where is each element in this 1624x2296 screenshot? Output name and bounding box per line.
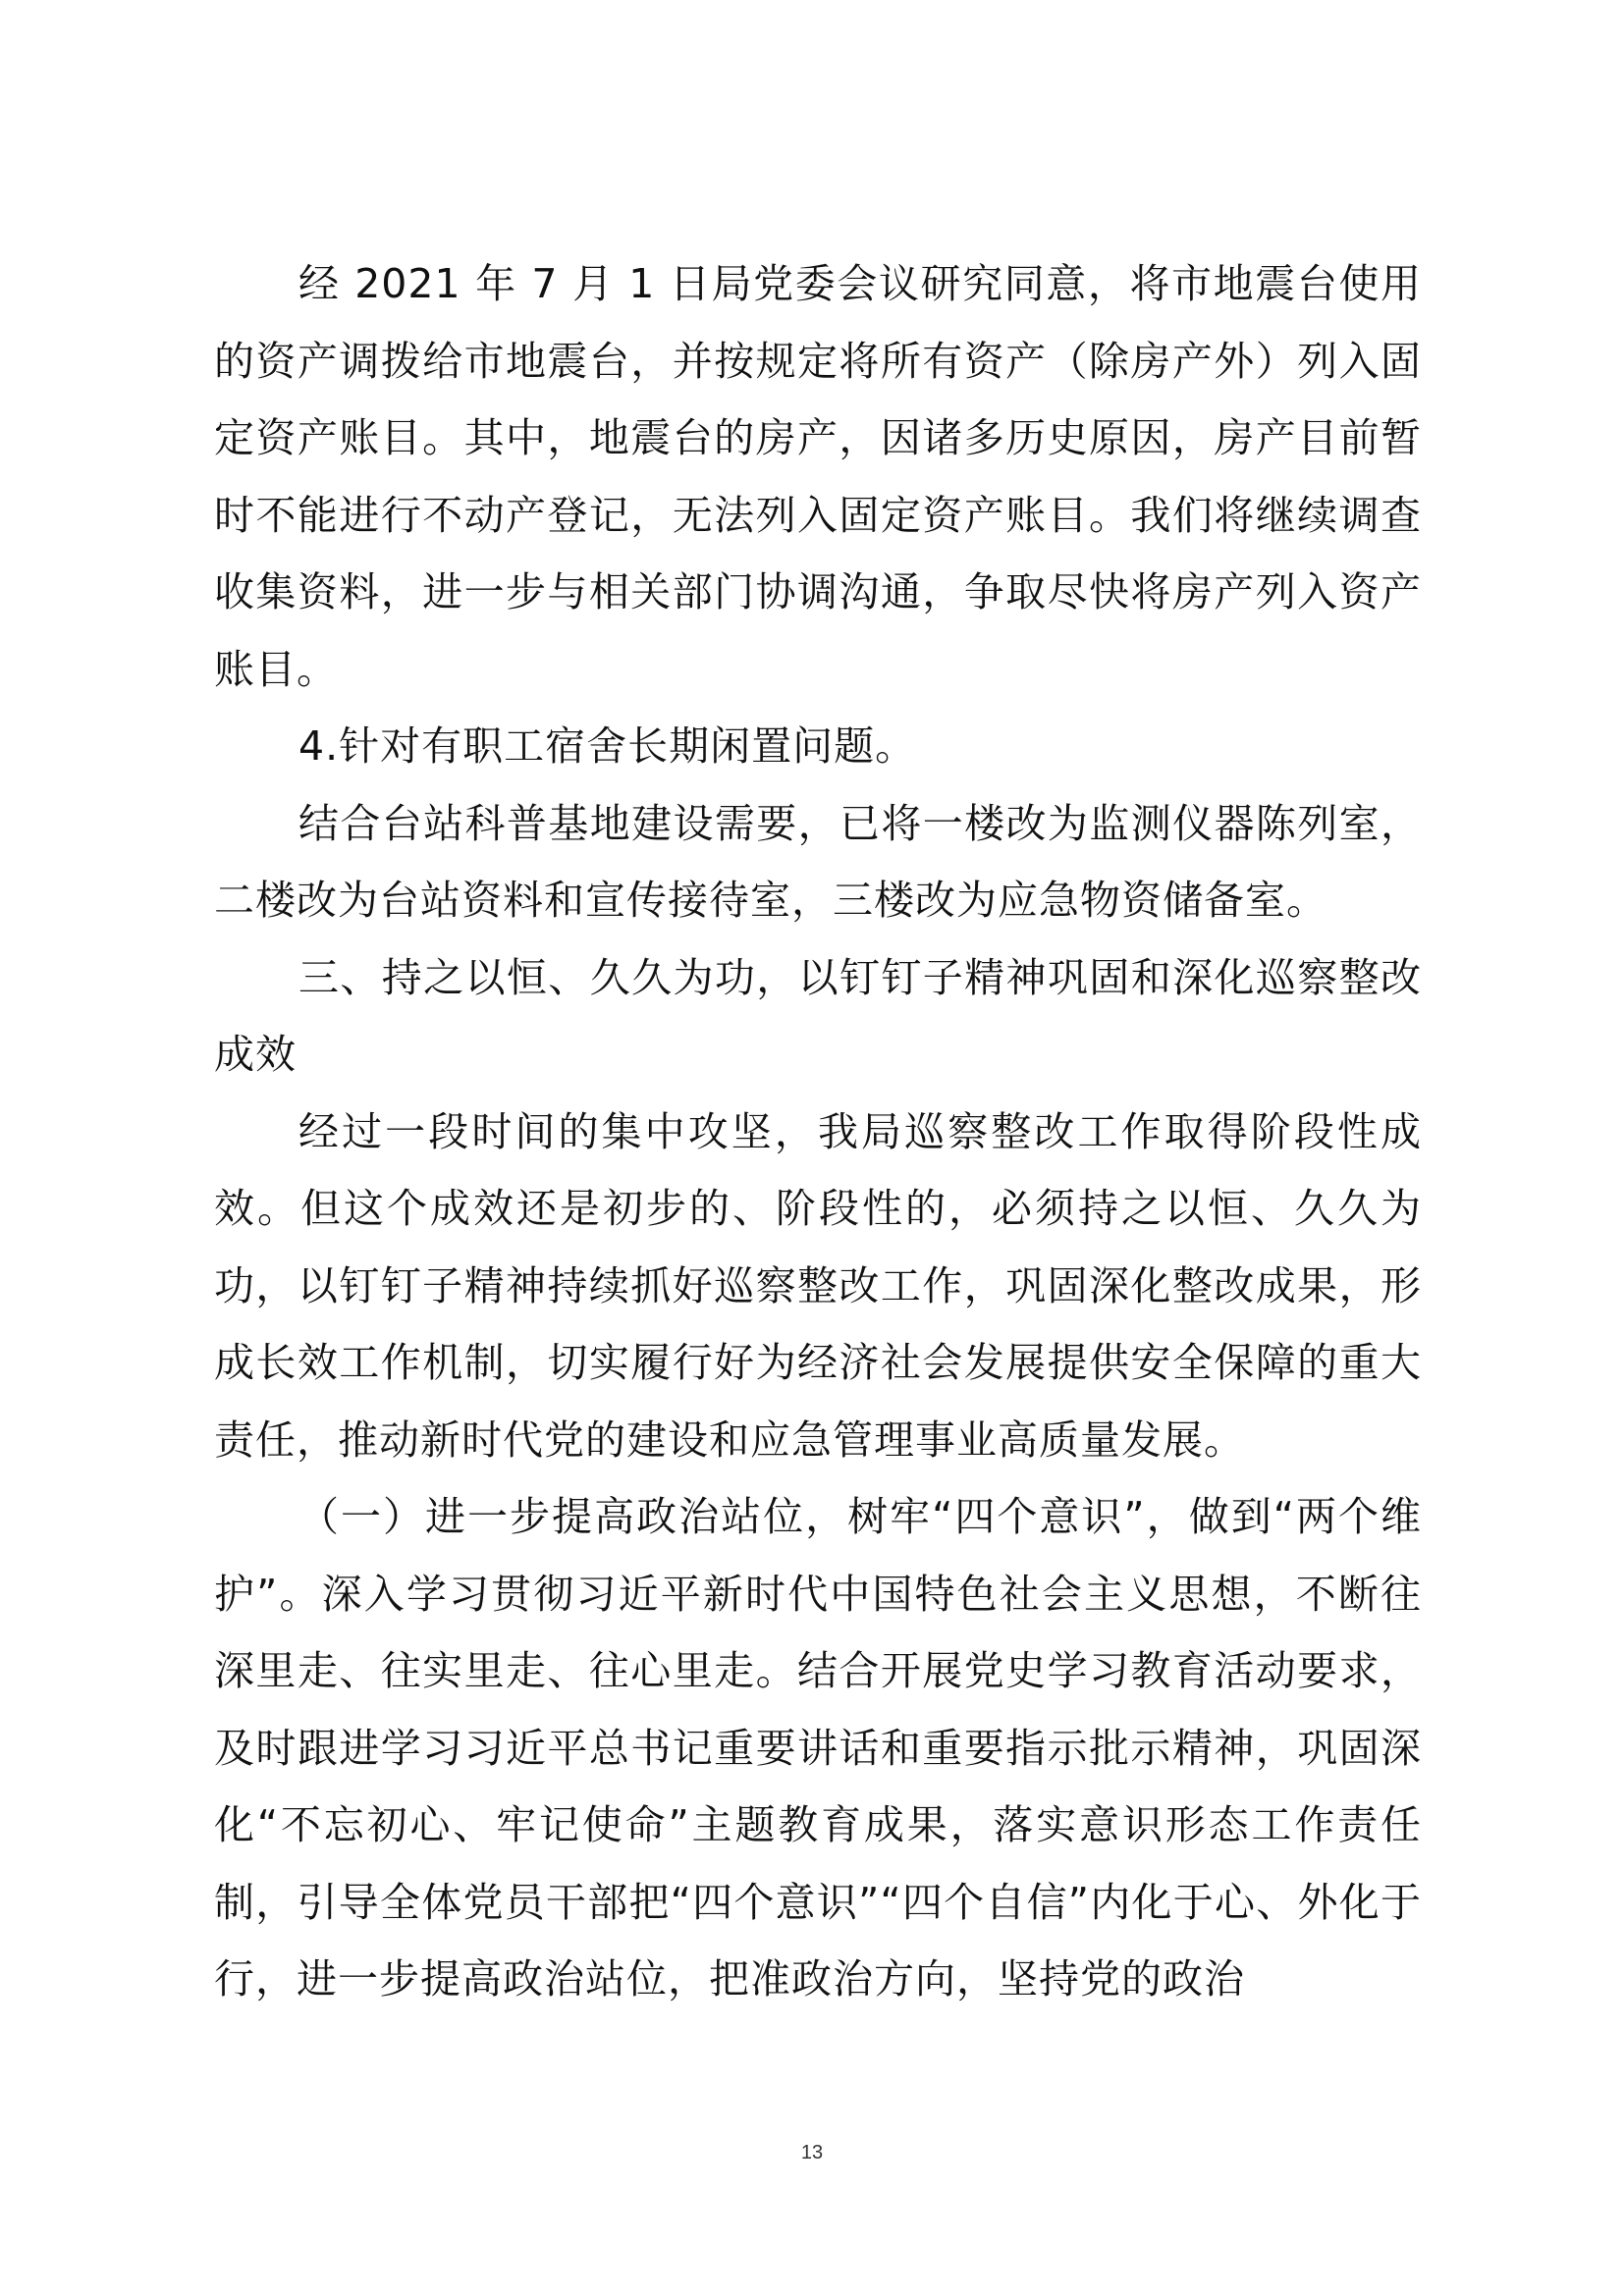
paragraph-dormitory-issue: 4.针对有职工宿舍长期闲置问题。 bbox=[298, 722, 917, 770]
paragraph-asset-transfer: 经 2021 年 7 月 1 日局党委会议研究同意，将市地震台使用的资产调拨给市地震台，并按规定将所有资产（除房产外）列入固定资产账目。其中，地震台的房产，因诸多历史原因，房产目前暂时不能进行不动产登记，无法列入固定资产账目。我们将继续调查收集资料，进一步与相关部门协调沟通，争取尽快将房产列入资产账目。 bbox=[214, 260, 1422, 693]
body-text bbox=[214, 245, 1422, 2018]
section-heading-three: 三、持之以恒、久久为功，以钉钉子精神巩固和深化巡察整改成效 bbox=[214, 953, 1422, 1078]
paragraph-dormitory-solution: 结合台站科普基地建设需要，已将一楼改为监测仪器陈列室，二楼改为台站资料和宣传接待室，三楼改为应急物资储备室。 bbox=[214, 799, 1422, 924]
paragraph-rectification-results: 经过一段时间的集中攻坚，我局巡察整改工作取得阶段性成效。但这个成效还是初步的、阶段性的，必须持之以恒、久久为功，以钉钉子精神持续抓好巡察整改工作，巩固深化整改成果，形成长效工作机制，切实履行好为经济社会发展提供安全保障的重大责任，推动新时代党的建设和应急管理事业高质量发展。 bbox=[214, 1107, 1422, 1464]
paragraph-political-stance: （一）进一步提高政治站位，树牢“四个意识”，做到“两个维护”。深入学习贯彻习近平新时代中国特色社会主义思想，不断往深里走、往实里走、往心里走。结合开展党史学习教育活动要求，及时跟进学习习近平总书记重要讲话和重要指示批示精神，巩固深化“不忘初心、牢记使命”主题教育成果，落实意识形态工作责任制，引导全体党员干部把“四个意识”“四个自信”内化于心、外化于行，进一步提高政治站位，把准政治方向，坚持党的政治 bbox=[214, 1493, 1422, 2002]
page-number: 13 bbox=[800, 2142, 824, 2163]
